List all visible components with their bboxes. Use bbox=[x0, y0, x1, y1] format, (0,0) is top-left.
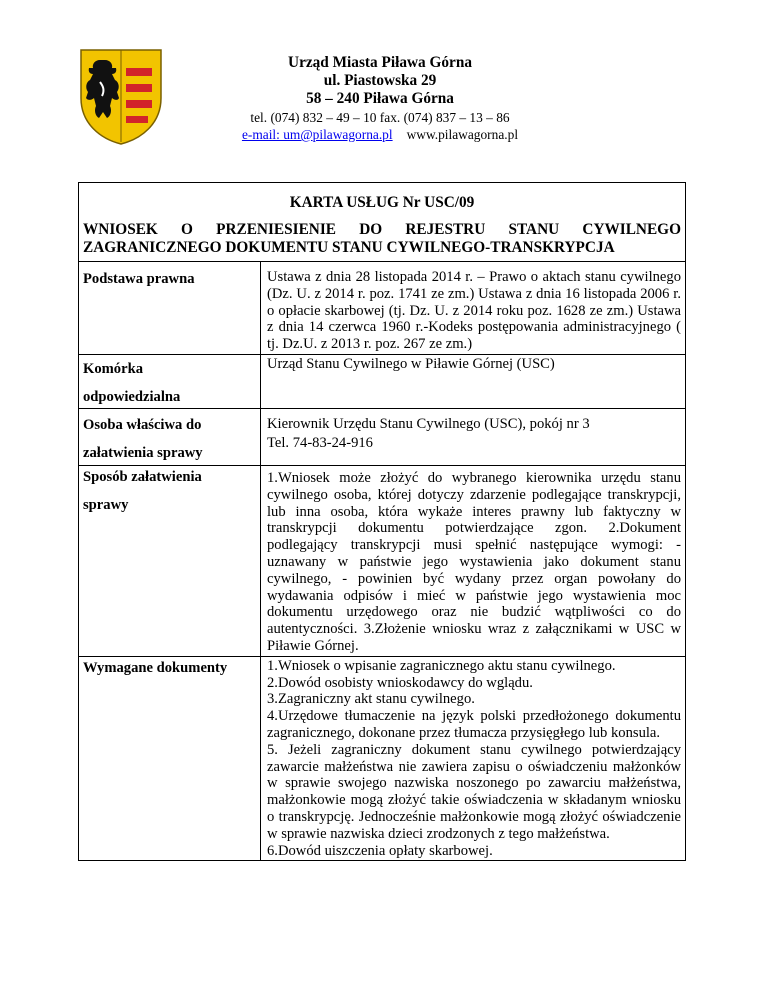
person-text-line1: Kierownik Urzędu Stanu Cywilnego (USC), pokój nr 3 bbox=[267, 415, 590, 432]
document-item-4: 4.Urzędowe tłumaczenie na język polski przedłożonego dokumentu zagranicznego, dokonane przez tłumacza przysięgłego lub konsula. bbox=[267, 708, 681, 741]
office-name: Urząd Miasta Piława Górna bbox=[288, 54, 472, 71]
method-value-cell bbox=[261, 465, 686, 656]
request-title-word: STANU bbox=[508, 221, 560, 238]
unit-value-cell bbox=[261, 354, 686, 408]
request-title-line1 bbox=[83, 221, 681, 239]
request-title-word: DO bbox=[359, 221, 383, 238]
documents-label: Wymagane dokumenty bbox=[83, 659, 228, 676]
request-title-word: CYWILNEGO bbox=[582, 221, 681, 238]
document-item-5: 5. Jeżeli zagraniczny dokument stanu cywilnego potwierdzający zawarcie małżeństwa nie zawiera zapisu o oświadczeniu małżonków w sprawie swojego nazwiska noszonego po zawarciu małżeństwa, małżonkowie mogą złożyć takie oświadczenia w składanym wniosku o transkrypcję. Jednocześnie małżonkowie mogą złożyć oświadczenie w sprawie nazwiska dzieci zrodzonych z tego małżeństwa. bbox=[267, 741, 681, 842]
person-value-cell bbox=[261, 408, 686, 465]
documents-label-cell bbox=[79, 656, 261, 861]
legal-basis-text: Ustawa z dnia 28 listopada 2014 r. – Prawo o aktach stanu cywilnego (Dz. U. z 2014 r. poz. 1741 ze zm.) Ustawa z dnia 16 listopada 2006 r. o opłacie skarbowej (tj. Dz. U. z 2014 roku poz. 1628 ze zm.) Ustawa z dnia 14 czerwca 1960 r.-Kodeks postępowania administracyjnego ( tj. Dz.U. z 2013 r. poz. 267 ze zm.) bbox=[267, 269, 681, 353]
website-link[interactable]: www.pilawagorna.pl bbox=[406, 127, 519, 142]
request-title bbox=[83, 221, 681, 257]
card-title: KARTA USŁUG Nr USC/09 bbox=[289, 194, 475, 211]
document-item-2: 2.Dowód osobisty wnioskodawcy do wglądu. bbox=[267, 674, 533, 691]
person-label-line2: załatwienia sprawy bbox=[83, 444, 203, 461]
person-label-cell bbox=[79, 408, 261, 465]
document-item-1: 1.Wniosek o wpisanie zagranicznego aktu stanu cywilnego. bbox=[267, 657, 616, 674]
method-text: 1.Wniosek może złożyć do wybranego kierownika urzędu stanu cywilnego osoba, której dotyczy zdarzenie podlegające transkrypcji, lub inna osoba, która wykaże interes prawny lub faktyczny w transkrypcji dokumentu potwierdzające zgon. 2.Dokument podlegający transkrypcji musi spełnić następujące wymogi: - uznawany w państwie jego wystawienia jako dokument stanu cywilnego, - powinien być wydany przez organ powołany do wydawania odpisów i mieć w państwie jego wystawienia moc dokumentu urzędowego oraz nie budzić wątpliwości co do autentyczności. 3.Złożenie wniosku wraz z załącznikami w USC w Piławie Górnej. bbox=[267, 469, 681, 654]
method-label-line1: Sposób załatwienia bbox=[83, 468, 202, 485]
unit-label-line1: Komórka bbox=[83, 360, 143, 377]
person-label-line1: Osoba właściwa do bbox=[83, 416, 202, 433]
request-title-word: WNIOSEK bbox=[83, 221, 158, 238]
office-phone-fax: tel. (074) 832 – 49 – 10 fax. (074) 837 – 13 – 86 bbox=[250, 110, 510, 125]
unit-label-line2: odpowiedzialna bbox=[83, 388, 181, 405]
office-street: ul. Piastowska 29 bbox=[323, 72, 437, 89]
unit-text: Urząd Stanu Cywilnego w Piławie Górnej (USC) bbox=[267, 355, 555, 372]
request-title-word: REJESTRU bbox=[405, 221, 486, 238]
legal-basis-value-cell bbox=[261, 262, 686, 355]
office-postal-city: 58 – 240 Piława Górna bbox=[306, 90, 454, 107]
document-item-3: 3.Zagraniczny akt stanu cywilnego. bbox=[267, 691, 475, 708]
email-link[interactable]: e-mail: um@pilawagorna.pl bbox=[241, 127, 393, 142]
request-title-word: PRZENIESIENIE bbox=[216, 221, 336, 238]
unit-label-cell bbox=[79, 354, 261, 408]
document-item-6: 6.Dowód uiszczenia opłaty skarbowej. bbox=[267, 842, 493, 859]
office-header bbox=[200, 54, 560, 143]
office-contact-links bbox=[200, 126, 560, 143]
service-card-table bbox=[78, 182, 686, 861]
method-label-cell bbox=[79, 465, 261, 656]
request-title-word: O bbox=[181, 221, 193, 238]
coat-of-arms-eagle-icon bbox=[78, 46, 164, 146]
card-title-cell bbox=[79, 183, 686, 262]
method-label-line2: sprawy bbox=[83, 496, 129, 513]
legal-basis-label-cell bbox=[79, 262, 261, 355]
legal-basis-label: Podstawa prawna bbox=[83, 271, 195, 287]
documents-list bbox=[261, 657, 685, 861]
person-phone: Tel. 74-83-24-916 bbox=[267, 434, 373, 451]
documents-value-cell bbox=[261, 656, 686, 861]
request-title-line2: ZAGRANICZNEGO DOKUMENTU STANU CYWILNEGO-TRANSKRYPCJA bbox=[83, 239, 615, 256]
